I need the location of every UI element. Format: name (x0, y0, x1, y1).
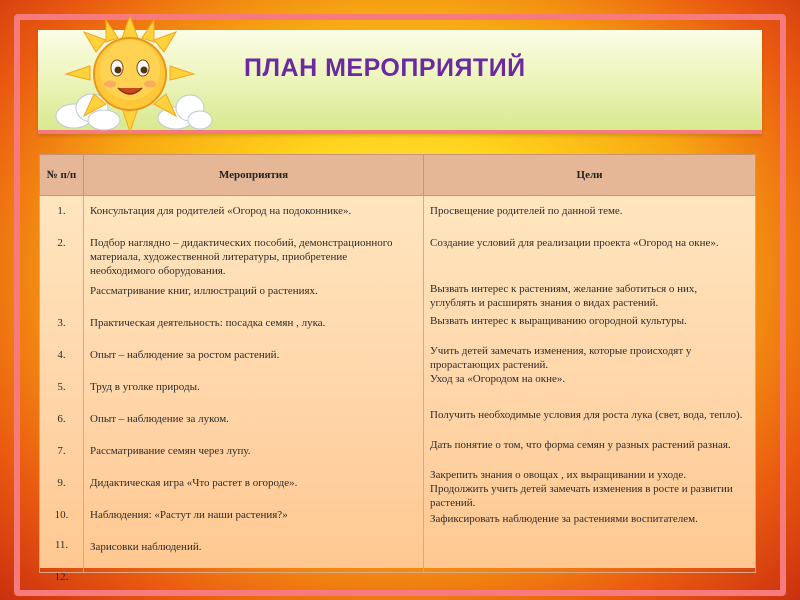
event-item: Рассматривание семян через лупу. (90, 445, 251, 457)
row-number: 2. (57, 237, 66, 249)
row-number: 7. (57, 445, 66, 457)
event-item: Опыт – наблюдение за ростом растений. (90, 349, 280, 361)
goal-item: Уход за «Огородом на окне». (430, 373, 566, 385)
event-item: Подбор наглядно – дидактических пособий, демонстрационного материала, художественной литературы, приобретение необходимого оборудования. (90, 237, 393, 277)
event-item: Практическая деятельность: посадка семян , лука. (90, 317, 326, 329)
goal-item: Продолжить учить детей замечать изменения в росте и развитии растений. (430, 483, 733, 509)
row-number: 3. (57, 317, 66, 329)
header-num-label: № п/п (46, 169, 77, 181)
header-goals: Цели (424, 155, 756, 196)
row-number: 12. (54, 571, 69, 583)
event-item: Зарисовки наблюдений. (90, 541, 202, 553)
event-item: Рассматривание книг, иллюстраций о растениях. (90, 285, 318, 297)
goals-cell (424, 196, 756, 573)
table-body-row (40, 196, 756, 573)
row-number: 10. (54, 509, 69, 521)
goal-item: Вызвать интерес к растениям, желание заботиться о них, углублять и расширять знания о видах растений. (430, 283, 698, 309)
event-item: Опыт – наблюдение за луком. (90, 413, 229, 425)
goal-item: Дать понятие о том, что форма семян у разных растений разная. (430, 439, 731, 451)
event-item: Консультация для родителей «Огород на подоконнике». (90, 205, 352, 217)
row-number: 1. (57, 205, 66, 217)
goal-item: Зафиксировать наблюдение за растениями воспитателем. (430, 513, 698, 525)
row-number: 9. (57, 477, 66, 489)
page-title: ПЛАН МЕРОПРИЯТИЙ (244, 54, 526, 82)
row-number: 6. (57, 413, 66, 425)
row-number: 5. (57, 381, 66, 393)
event-item: Труд в уголке природы. (90, 381, 200, 393)
plan-table (39, 154, 756, 583)
row-number: 11. (54, 539, 69, 551)
header-num (40, 155, 84, 196)
event-item: Наблюдения: «Растут ли наши растения?» (90, 509, 288, 521)
sun-illustration (44, 8, 214, 143)
goal-item: Просвещение родителей по данной теме. (430, 205, 623, 217)
goal-item: Получить необходимые условия для роста лука (свет, вода, тепло). (430, 409, 743, 421)
table-header-row (40, 155, 756, 196)
numbers-cell (40, 196, 84, 583)
header-events: Мероприятия (84, 155, 424, 196)
goal-item: Создание условий для реализации проекта «Огород на окне». (430, 237, 719, 249)
goal-item: Закрепить знания о овощах , их выращивании и уходе. (430, 469, 687, 481)
row-number: 4. (57, 349, 66, 361)
events-cell (84, 196, 424, 573)
event-item: Дидактическая игра «Что растет в огороде». (90, 477, 298, 489)
goal-item: Вызвать интерес к выращиванию огородной культуры. (430, 315, 687, 327)
goal-item: Учить детей замечать изменения, которые происходят у прорастающих растений. (430, 345, 692, 371)
